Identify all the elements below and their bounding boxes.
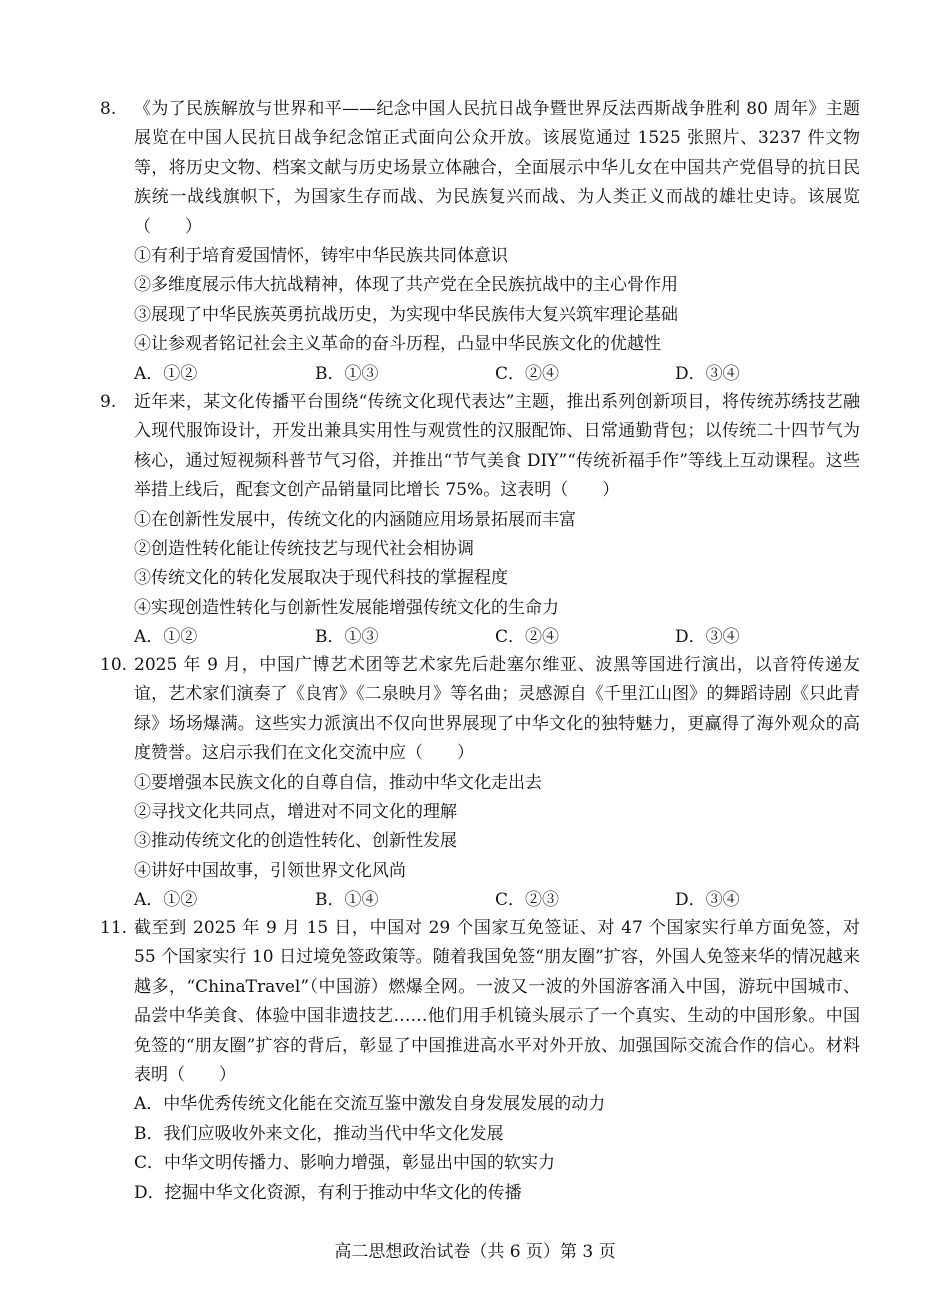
question-stem: 近年来，某文化传播平台围绕“传统文化现代表达”主题，推出系列创新项目，将传统苏绣技艺融入现代服饰设计，开发出兼具实用性与观赏性的汉服配饰、日常通勤背包；以传统二十四节气为核心，通过短视频科普节气习俗，并推出“节气美食 DIY”“传统祈福手作”等线上互动课程。这些举措上线后，配套文创产品销量同比增长 75%。这表明（ ） <box>134 392 860 501</box>
question-body <box>134 388 860 653</box>
question-body <box>134 914 860 1208</box>
question-number: 8. <box>100 99 117 119</box>
choice-c: C．②③ <box>495 890 560 911</box>
statement-2: ②多维度展示伟大抗战精神，体现了共产党在全民族抗战中的主心骨作用 <box>134 275 678 296</box>
question-body <box>134 95 860 389</box>
answer-choices <box>134 886 860 915</box>
statement-1: ①要增强本民族文化的自尊自信，推动中华文化走出去 <box>134 772 542 793</box>
choice-b: B．①④ <box>315 890 379 911</box>
choice-d: D．③④ <box>675 890 740 911</box>
statement-4: ④让参观者铭记社会主义革命的奋斗历程，凸显中华民族文化的优越性 <box>134 334 661 355</box>
choice-d: D．③④ <box>675 627 740 648</box>
question-stem: 2025 年 9 月，中国广博艺术团等艺术家先后赴塞尔维亚、波黑等国进行演出，以音符传递友谊，艺术家们演奏了《良宵》《二泉映月》等名曲；灵感源自《千里江山图》的舞蹈诗剧《只此青绿》场场爆满。这些实力派演出不仅向世界展现了中华文化的独特魅力，更赢得了海外观众的高度赞誉。这启示我们在文化交流中应（ ） <box>134 655 860 764</box>
choice-d: D．③④ <box>675 363 740 384</box>
choice-d: D．挖掘中华文化资源，有利于推动中华文化的传播 <box>134 1182 522 1203</box>
statement-4: ④讲好中国故事，引领世界文化风尚 <box>134 860 406 881</box>
answer-choices <box>134 623 860 652</box>
choice-a: A．①② <box>134 363 198 384</box>
choice-a: A．①② <box>134 627 198 648</box>
choice-c: C．中华文明传播力、影响力增强，彰显出中国的软实力 <box>134 1153 556 1174</box>
statement-2: ②创造性转化能让传统技艺与现代社会相协调 <box>134 539 474 560</box>
choice-a: A．中华优秀传统文化能在交流互鉴中激发自身发展发展的动力 <box>134 1094 606 1115</box>
answer-choices <box>134 360 860 389</box>
statement-4: ④实现创造性转化与创新性发展能增强传统文化的生命力 <box>134 597 559 618</box>
choice-b: B．①③ <box>315 627 379 648</box>
choice-c: C．②④ <box>495 627 560 648</box>
statement-3: ③传统文化的转化发展取决于现代科技的掌握程度 <box>134 568 508 589</box>
question-number: 11. <box>100 918 128 938</box>
page-footer: 高二思想政治试卷（共 6 页）第 3 页 <box>334 1242 616 1262</box>
statement-3: ③推动传统文化的创造性转化、创新性发展 <box>134 831 457 852</box>
question-body <box>134 651 860 916</box>
choice-b: B．我们应吸收外来文化，推动当代中华文化发展 <box>134 1123 504 1144</box>
statement-1: ①在创新性发展中，传统文化的内涵随应用场景拓展而丰富 <box>134 509 576 530</box>
question-stem: 《为了民族解放与世界和平——纪念中国人民抗日战争暨世界反法西斯战争胜利 80 周年》主题展览在中国人民抗日战争纪念馆正式面向公众开放。该展览通过 1525 张照片、3237 件文物等，将历史文物、档案文献与历史场景立体融合，全面展示中华儿女在中国共产党倡导的抗日民族统一战线旗帜下，为国家生存而战、为民族复兴而战、为人类正义而战的雄壮史诗。该展览（ ） <box>134 99 860 237</box>
question-number: 10. <box>100 655 128 675</box>
statement-2: ②寻找文化共同点，增进对不同文化的理解 <box>134 802 457 823</box>
choice-c: C．②④ <box>495 363 560 384</box>
question-stem: 截至到 2025 年 9 月 15 日，中国对 29 个国家互免签证、对 47 个国家实行单方面免签，对 55 个国家实行 10 日过境免签政策等。随着我国免签“朋友圈”扩容，外国人免签来华的情况越来越多，“ChinaTravel”（中国游）燃爆全网。一波又一波的外国游客涌入中国，游玩中国城市、品尝中华美食、体验中国非遗技艺……他们用手机镜头展示了一个真实、生动的中国形象。中国免签的“朋友圈”扩容的背后，彰显了中国推进高水平对外开放、加强国际交流合作的信心。材料表明（ ） <box>134 918 860 1086</box>
choice-a: A．①② <box>134 890 198 911</box>
statement-1: ①有利于培育爱国情怀，铸牢中华民族共同体意识 <box>134 246 508 267</box>
question-number: 9. <box>100 392 117 412</box>
choice-b: B．①③ <box>315 363 379 384</box>
statement-3: ③展现了中华民族英勇抗战历史，为实现中华民族伟大复兴筑牢理论基础 <box>134 304 678 325</box>
